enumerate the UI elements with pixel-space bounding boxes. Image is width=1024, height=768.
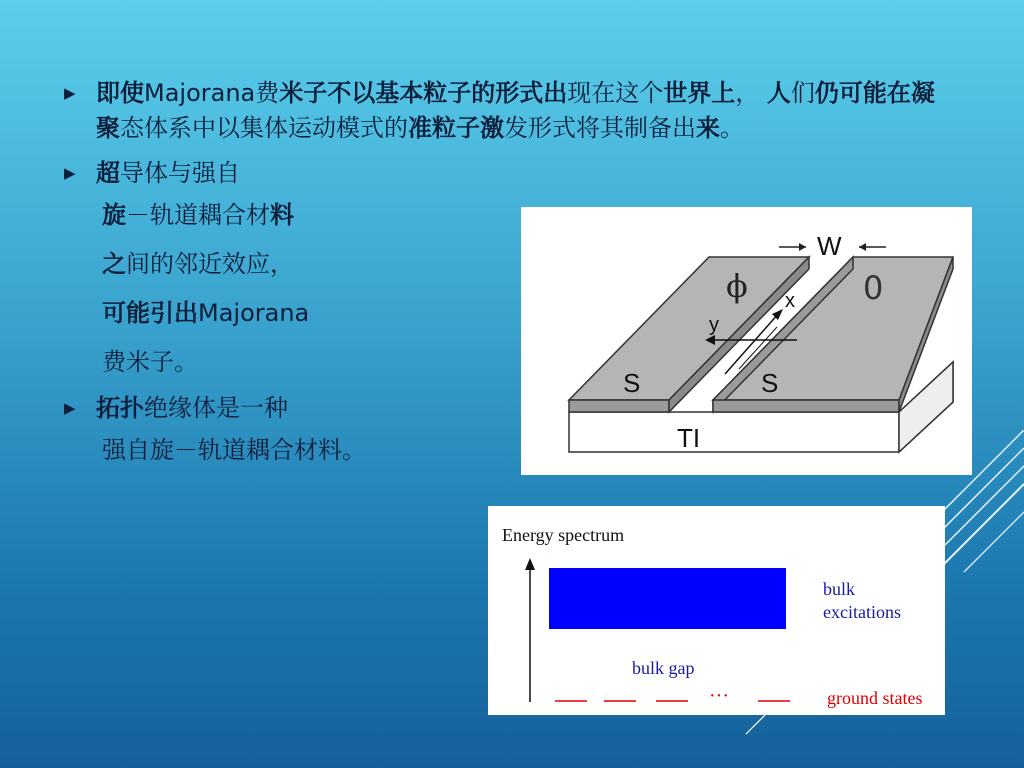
energy-axis-arrowhead [525, 558, 535, 570]
text-span: ， [735, 79, 760, 107]
text-span: 准粒子激 [408, 114, 504, 142]
text-span: 强自旋－轨道耦合材料。 [102, 436, 366, 464]
energy-spectrum-diagram [488, 506, 945, 715]
text-span: 现在这个 [567, 79, 664, 107]
text-span: 拓扑 [96, 394, 144, 422]
left-superconductor-front [569, 400, 669, 412]
text-span: 即使 [96, 79, 144, 107]
text-span: 米子不以基本粒子的形式出 [279, 79, 568, 107]
energy-spectrum-title: Energy spectrum [502, 525, 625, 545]
text-span: 可能引出 [102, 299, 198, 327]
text-span: 态体系中以集体运动模式的 [120, 114, 408, 142]
energy-spectrum-svg [488, 506, 945, 715]
paragraph-majorana-intro [64, 76, 956, 146]
label-zero: 0 [863, 269, 884, 307]
text-span: 世界上 [663, 79, 736, 107]
text-span: 发形式将其制备出 [504, 114, 696, 142]
text-span: 料 [270, 201, 294, 229]
decorative-diagonal-lines [934, 430, 1024, 750]
decorative-corner-line [744, 712, 768, 736]
text-span: 们 [790, 79, 815, 107]
label-ti: TI [677, 423, 701, 453]
bulk-gap-label: bulk gap [632, 658, 695, 678]
text-span: 人 [766, 79, 791, 107]
ground-states-label: ground states [827, 688, 923, 708]
paragraph-superconductor [64, 156, 964, 191]
text-span: 旋 [102, 201, 126, 229]
text-span: 超 [96, 159, 120, 187]
ground-state-dots: ··· [709, 685, 729, 707]
bulk-excitations-band [549, 568, 786, 629]
label-x: x [785, 290, 795, 312]
text-span: 之 [102, 250, 126, 278]
bulk-label-line1: bulk [823, 579, 856, 599]
text-span: －轨道耦合材 [126, 201, 270, 229]
label-s-left: S [623, 368, 641, 398]
text-span: 费米子。 [102, 348, 198, 376]
w-arrow-right-head [859, 243, 866, 251]
label-phi: ϕ [726, 267, 748, 305]
label-y: y [709, 314, 719, 336]
text-span: 导体与强自 [120, 159, 240, 187]
text-span: Majorana [198, 299, 310, 327]
bullet-arrow-icon: ▶ [64, 399, 76, 417]
text-span: 仍可能在凝聚 [96, 79, 935, 142]
label-w: W [817, 231, 842, 261]
text-span: 来 [696, 114, 720, 142]
bullet-arrow-icon: ▶ [64, 84, 76, 102]
w-arrow-left-head [799, 243, 806, 251]
label-s-right: S [761, 368, 779, 398]
text-span: 绝缘体是一种 [144, 394, 288, 422]
bulk-label-line2: excitations [823, 602, 901, 622]
text-span: 。 [720, 114, 744, 142]
right-superconductor-front [713, 400, 899, 412]
text-span: Majorana [144, 79, 256, 107]
junction-diagram [521, 207, 972, 475]
junction-diagram-svg [521, 207, 972, 475]
text-span: 间的邻近效应， [126, 250, 294, 278]
bullet-arrow-icon: ▶ [64, 164, 76, 182]
text-span: 费 [255, 79, 280, 107]
